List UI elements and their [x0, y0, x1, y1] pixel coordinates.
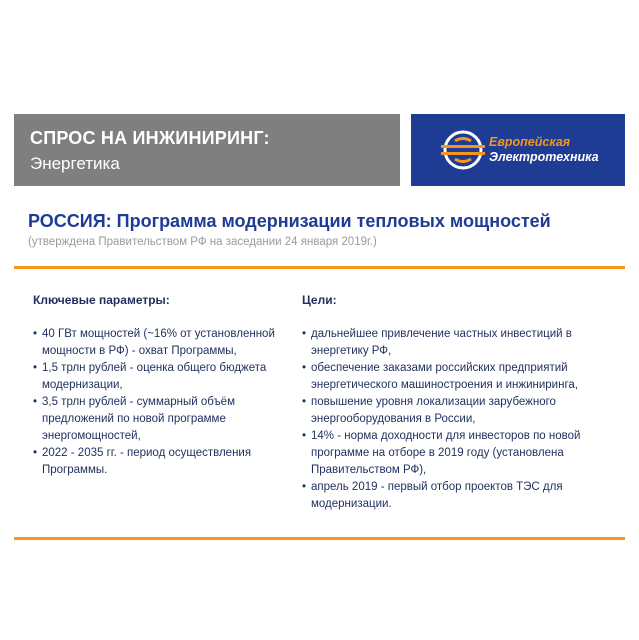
logo-line-2: Электротехника: [489, 150, 599, 164]
goals-column: [302, 292, 622, 513]
list-item: • повышение уровня локализации зарубежного энергооборудования в России,: [302, 394, 622, 428]
list-item: • 40 ГВт мощностей (~16% от установленной мощности в РФ) - охват Программы,: [33, 326, 293, 360]
key-parameters-heading: Ключевые параметры:: [33, 293, 170, 307]
company-logo: [411, 114, 625, 186]
list-item: • 14% - норма доходности для инвесторов по новой программе на отборе в 2019 году (установлена Правительством РФ),: [302, 428, 622, 479]
section-title: РОССИЯ: Программа модернизации тепловых мощностей: [28, 211, 551, 231]
goals-heading: Цели:: [302, 293, 337, 307]
key-parameters-list: [33, 326, 293, 479]
goals-list: [302, 326, 622, 513]
list-item: • 1,5 трлн рублей - оценка общего бюджета модернизации,: [33, 360, 293, 394]
list-item: • дальнейшее привлечение частных инвестиций в энергетику РФ,: [302, 326, 622, 360]
key-parameters-column: [33, 292, 293, 479]
header-title: СПРОС НА ИНЖИНИРИНГ:: [30, 128, 270, 148]
list-item: • обеспечение заказами российских предприятий энергетического машиностроения и инжиниринга,: [302, 360, 622, 394]
list-item: • апрель 2019 - первый отбор проектов ТЭС для модернизации.: [302, 479, 622, 513]
bottom-divider: [14, 537, 625, 540]
logo-line-1: Европейская: [489, 135, 571, 149]
header-subtitle: Энергетика: [30, 154, 120, 173]
list-item: • 3,5 трлн рублей - суммарный объём предложений по новой программе энергомощностей,: [33, 394, 293, 445]
header-banner: [14, 114, 400, 186]
logo-wordmark: [489, 135, 599, 165]
top-divider: [14, 266, 625, 269]
section-note: (утверждена Правительством РФ на заседании 24 января 2019г.): [28, 236, 377, 248]
list-item: • 2022 - 2035 гг. - период осуществления Программы.: [33, 445, 293, 479]
